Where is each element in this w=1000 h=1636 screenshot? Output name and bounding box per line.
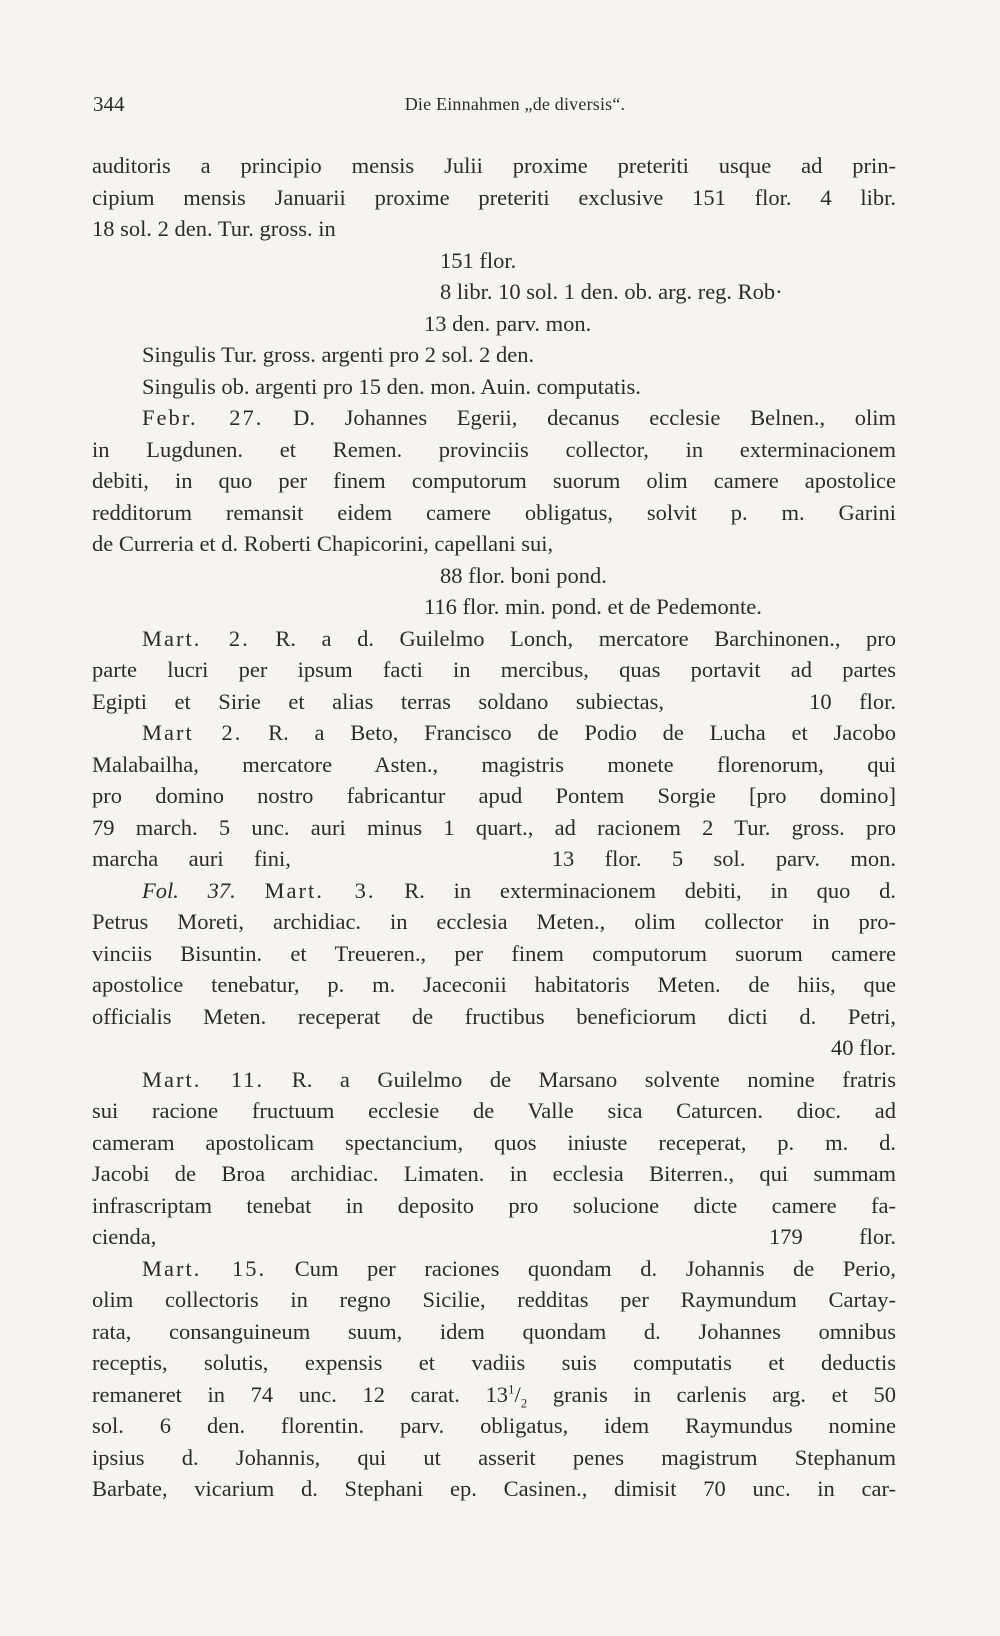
folio-reference: Fol. 37. <box>142 877 236 903</box>
text-line: Singulis ob. argenti pro 15 den. mon. Auin. computatis. <box>142 373 641 399</box>
text-line: auditoris a principio mensis Julii proxime preteriti usque ad prin- <box>92 153 896 178</box>
entry-date: Mart. 2. <box>142 625 250 651</box>
text-line: Petrus Moreti, archidiac. in ecclesia Meten., olim collector in pro- <box>92 909 896 934</box>
text-line: 151 flor. <box>440 247 517 273</box>
entry-date: Febr. 27. <box>142 405 264 430</box>
entry-date: Mart. 11. <box>142 1066 265 1092</box>
text-line: 40 flor. <box>831 1035 896 1060</box>
entry-date: Mart 2. <box>142 720 243 745</box>
text-line: cameram apostolicam spectancium, quos iniuste receperat, p. m. d. <box>92 1129 896 1155</box>
text-line: officialis Meten. receperat de fructibus beneficiorum dicti d. Petri, <box>92 1003 896 1029</box>
text-line: ipsius d. Johannis, qui ut asserit penes magistrum Stephanum <box>92 1444 896 1470</box>
text-line: remaneret in 74 unc. 12 carat. $13^1/_2$ granis in carlenis arg. et 50 <box>92 1381 896 1410</box>
text-line: Mart. 15. Cum per raciones quondam d. Johannis de Perio, <box>142 1255 896 1281</box>
text-line: Fol. 37. Mart. 3. R. in exterminacionem debiti, in quo d. <box>142 877 897 903</box>
text-line: sui racione fructuum ecclesie de Valle sica Caturcen. dioc. ad <box>92 1098 896 1123</box>
text-line: 18 sol. 2 den. Tur. gross. in <box>92 216 336 241</box>
text-line: Barbate, vicarium d. Stephani ep. Casinen., dimisit 70 unc. in car- <box>92 1476 896 1501</box>
text-line: infrascriptam tenebat in deposito pro solucione dicte camere fa- <box>92 1192 896 1218</box>
text-line: debiti, in quo per finem computorum suorum olim camere apostolice <box>92 468 896 493</box>
text-line: 13 den. parv. mon. <box>424 310 592 336</box>
page-number: 344 <box>93 92 125 116</box>
text-line: sol. 6 den. florentin. parv. obligatus, idem Raymundus nomine <box>92 1413 896 1438</box>
text-line: cipium mensis Januarii proxime preteriti exclusive 151 flor. 4 libr. <box>92 184 896 210</box>
entry-date: Mart. 3. <box>264 877 376 903</box>
text-line: parte lucri per ipsum facti in mercibus, quas portavit ad partes <box>92 657 896 682</box>
text-line: de Curreria et d. Roberti Chapicorini, capellani sui, <box>92 531 554 556</box>
text-line: 8 libr. 10 sol. 1 den. ob. arg. reg. Rob· <box>440 279 783 304</box>
text-line: Febr. 27. D. Johannes Egerii, decanus ecclesie Belnen., olim <box>142 405 896 430</box>
page-header <box>0 92 1000 122</box>
text-line: Mart 2. R. a Beto, Francisco de Podio de Lucha et Jacobo <box>142 720 896 745</box>
text-line: Mart. 2. R. a d. Guilelmo Lonch, mercatore Barchinonen., pro <box>142 625 896 651</box>
text-line: receptis, solutis, expensis et vadiis suis computatis et deductis <box>92 1350 896 1375</box>
text-line: Singulis Tur. gross. argenti pro 2 sol. 2 den. <box>142 342 535 367</box>
text-line: apostolice tenebatur, p. m. Jaceconii habitatoris Meten. de hiis, que <box>92 972 896 997</box>
text-line: in Lugdunen. et Remen. provinciis collector, in exterminacionem <box>92 436 896 462</box>
text-line: 88 flor. boni pond. <box>440 562 607 588</box>
text-line: 116 flor. min. pond. et de Pedemonte. <box>424 594 762 619</box>
text-line: olim collectoris in regno Sicilie, redditas per Raymundum Cartay- <box>92 1287 896 1312</box>
text-line: marcha auri fini, 13 flor. 5 sol. parv. mon. <box>92 846 896 871</box>
text-line: Malabailha, mercatore Asten., magistris monete florenorum, qui <box>92 751 896 777</box>
text-line: Egipti et Sirie et alias terras soldano subiectas, 10 flor. <box>92 688 897 714</box>
text-line: pro domino nostro fabricantur apud Pontem Sorgie [pro domino] <box>92 783 896 808</box>
text-line: vinciis Bisuntin. et Treueren., per finem computorum suorum camere <box>92 940 896 966</box>
text-line: cienda, 179 flor. <box>92 1224 896 1249</box>
body-text <box>92 150 896 1505</box>
text-line: rata, consanguineum suum, idem quondam d. Johannes omnibus <box>92 1318 896 1344</box>
text-line: 79 march. 5 unc. auri minus 1 quart., ad racionem 2 Tur. gross. pro <box>92 814 896 840</box>
entry-date: Mart. 15. <box>142 1255 267 1281</box>
text-line: redditorum remansit eidem camere obligatus, solvit p. m. Garini <box>92 499 896 525</box>
text-line: Mart. 11. R. a Guilelmo de Marsano solvente nomine fratris <box>142 1066 897 1092</box>
text-line: Jacobi de Broa archidiac. Limaten. in ecclesia Biterren., qui summam <box>92 1161 896 1186</box>
running-title: Die Einnahmen „de diversis“. <box>404 94 626 114</box>
